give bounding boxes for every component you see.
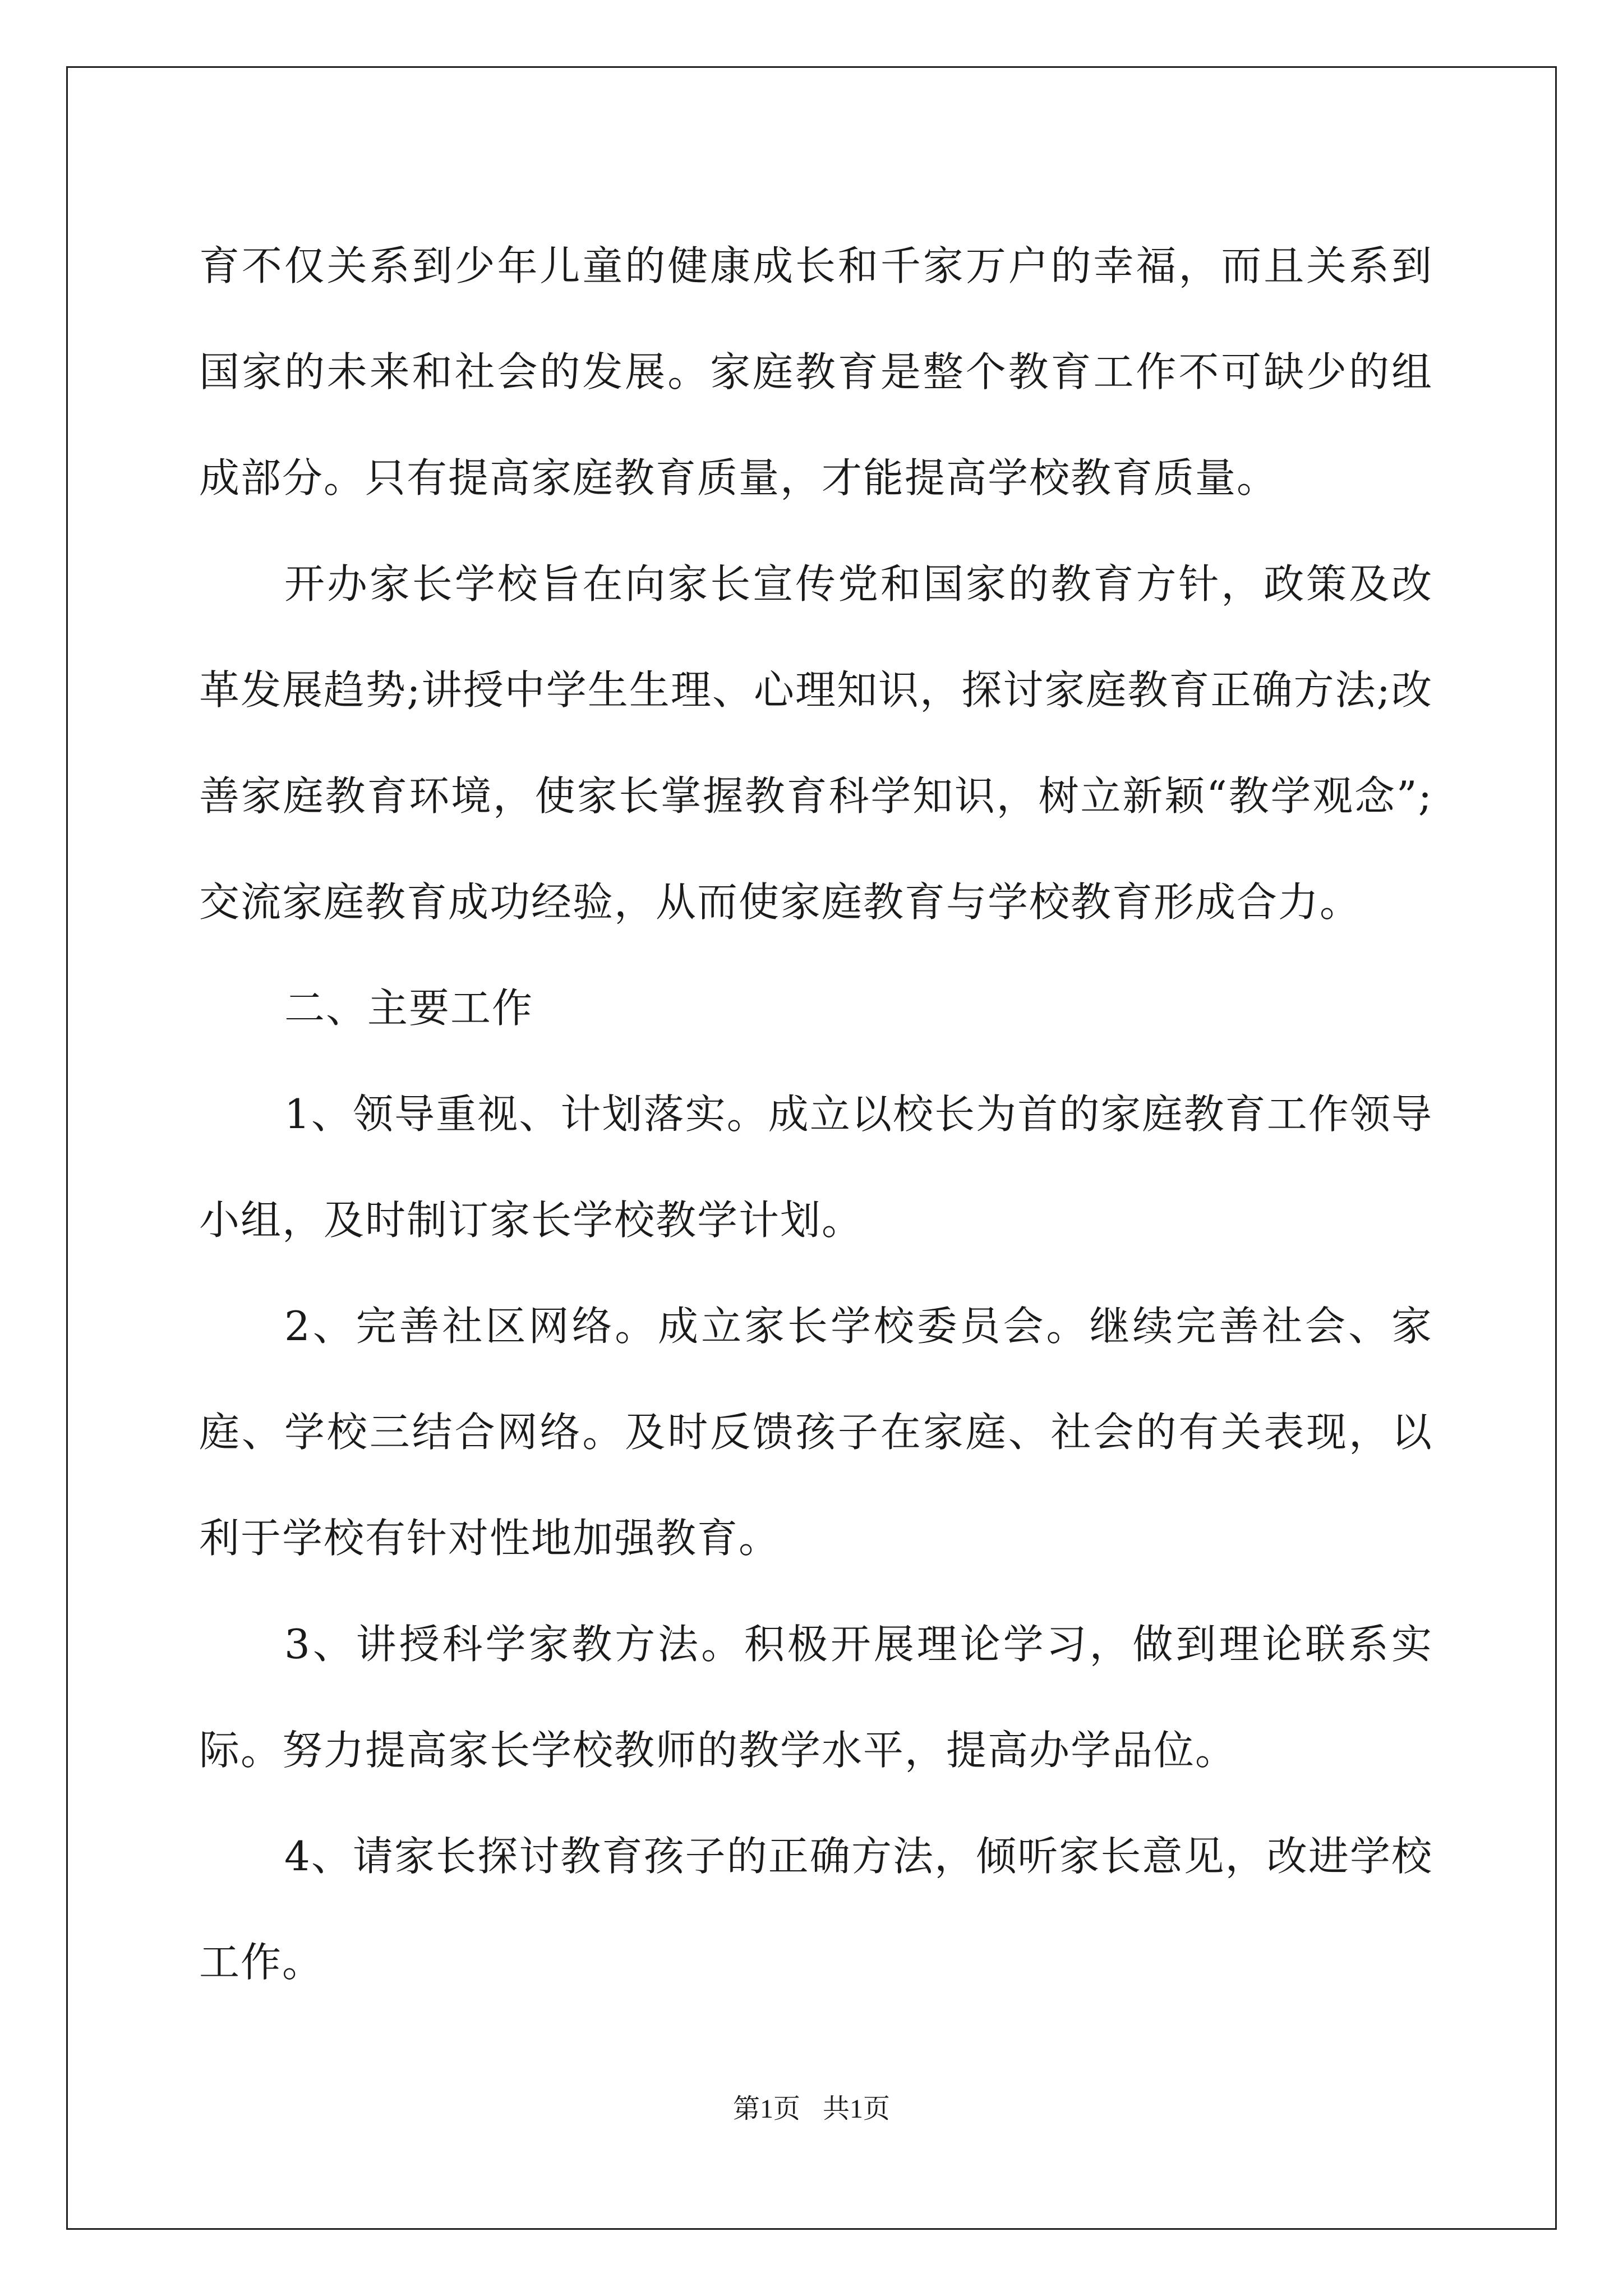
paragraph-item-4: 4、请家长探讨教育孩子的正确方法，倾听家长意见，改进学校工作。 [199,1833,1433,1986]
paragraph-item-3: 3、讲授科学家教方法。积极开展理论学习，做到理论联系实际。努力提高家长学校教师的教学水平，提高办学品位。 [199,1621,1433,1774]
section-heading-main-work: 二、主要工作 [284,984,534,1032]
page-footer [0,2092,1623,2126]
paragraph-purpose: 开办家长学校旨在向家长宣传党和国家的教育方针，政策及改革发展趋势;讲授中学生生理、心理知识，探讨家庭教育正确方法;改善家庭教育环境，使家长掌握教育科学知识，树立新颖“教学观念”;交流家庭教育成功经验，从而使家庭教育与学校教育形成合力。 [199,560,1433,926]
document-body [199,213,1433,2016]
page-number-total: 共1页 [823,2094,891,2124]
paragraph-intro-continued: 育不仅关系到少年儿童的健康成长和千家万户的幸福，而且关系到国家的未来和社会的发展。家庭教育是整个教育工作不可缺少的组成部分。只有提高家庭教育质量，才能提高学校教育质量。 [199,242,1433,501]
page-number-current: 第1页 [732,2094,800,2124]
paragraph-item-1: 1、领导重视、计划落实。成立以校长为首的家庭教育工作领导小组，及时制订家长学校教学计划。 [199,1091,1433,1244]
paragraph-item-2: 2、完善社区网络。成立家长学校委员会。继续完善社会、家庭、学校三结合网络。及时反馈孩子在家庭、社会的有关表现，以利于学校有针对性地加强教育。 [199,1303,1433,1562]
